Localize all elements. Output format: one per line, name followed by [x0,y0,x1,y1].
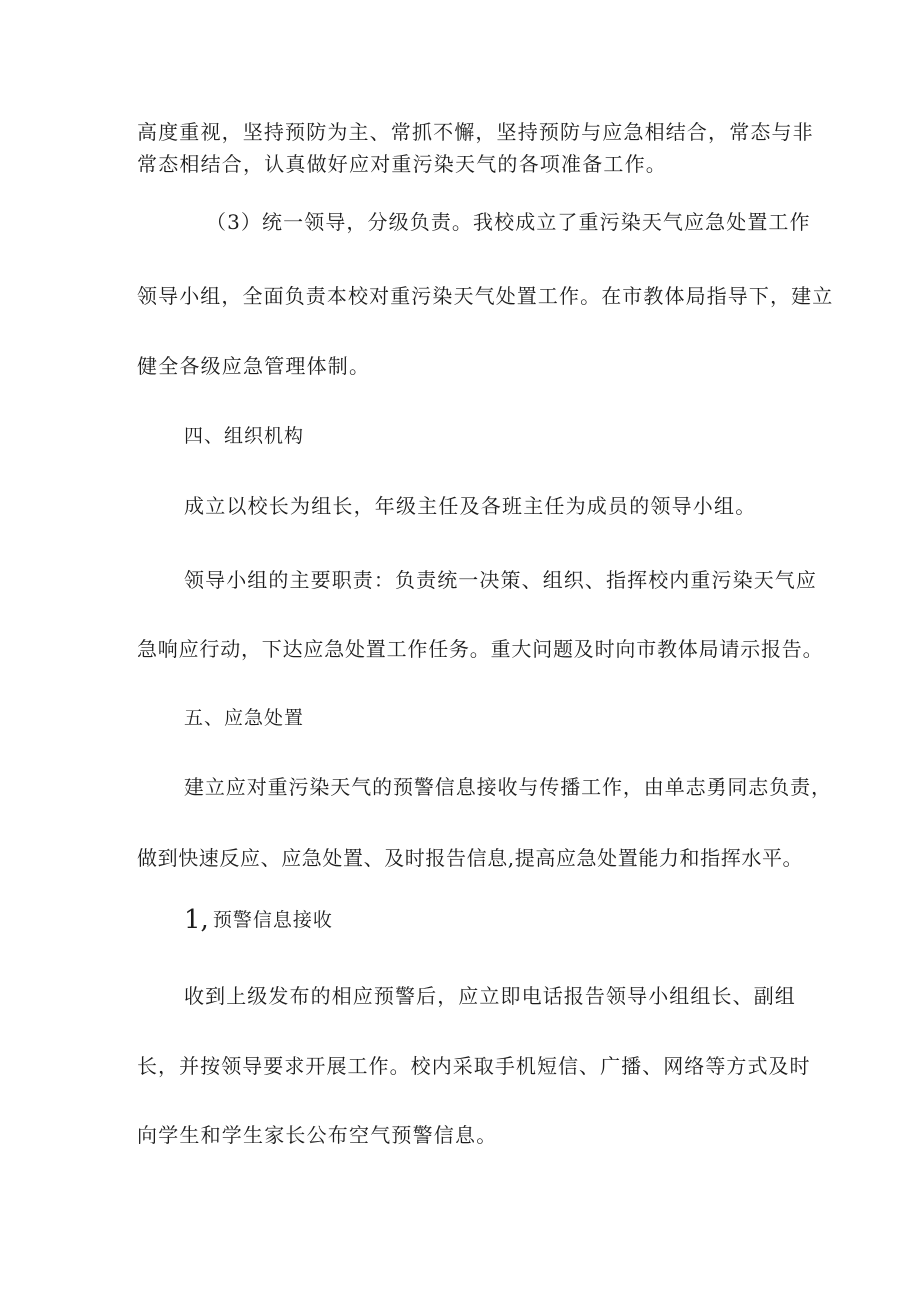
organization-paragraph: 成立以校长为组长，年级主任及各班主任为成员的领导小组。 [184,494,757,518]
body-line-1: 高度重视，坚持预防为主、常抓不懈，坚持预防与应急相结合，常态与非 [137,120,814,144]
item-title: 预警信息接收 [212,909,333,931]
item-heading-warning-receipt [184,905,333,935]
body-line-2: 常态相结合，认真做好应对重污染天气的各项准备工作。 [137,152,667,176]
warning-line-2: 长，并按领导要求开展工作。校内采取手机短信、广播、网络等方式及时 [137,1054,811,1078]
emergency-line-2: 做到快速反应、应急处置、及时报告信息,提高应急处置能力和指挥水平。 [137,846,804,870]
warning-line-3: 向学生和学生家长公布空气预警信息。 [137,1123,498,1147]
subsection-3-line-2: 领导小组，全面负责本校对重污染天气处置工作。在市教体局指导下，建立 [137,284,834,308]
emergency-line-1: 建立应对重污染天气的预警信息接收与传播工作，由单志勇同志负责， [184,775,832,799]
warning-line-1: 收到上级发布的相应预警后，应立即电话报告领导小组组长、副组 [184,984,796,1008]
duties-line-1: 领导小组的主要职责：负责统一决策、组织、指挥校内重污染天气应 [184,568,817,592]
subsection-3-line-1: （3）统一领导，分级负责。我校成立了重污染天气应急处置工作 [206,210,811,234]
section-heading-organization: 四、组织机构 [184,425,305,447]
item-number: 1, [184,905,209,935]
section-heading-emergency: 五、应急处置 [184,707,305,729]
duties-line-2: 急响应行动，下达应急处置工作任务。重大问题及时向市教体局请示报告。 [137,637,824,661]
subsection-3-line-3: 健全各级应急管理体制。 [137,354,371,378]
